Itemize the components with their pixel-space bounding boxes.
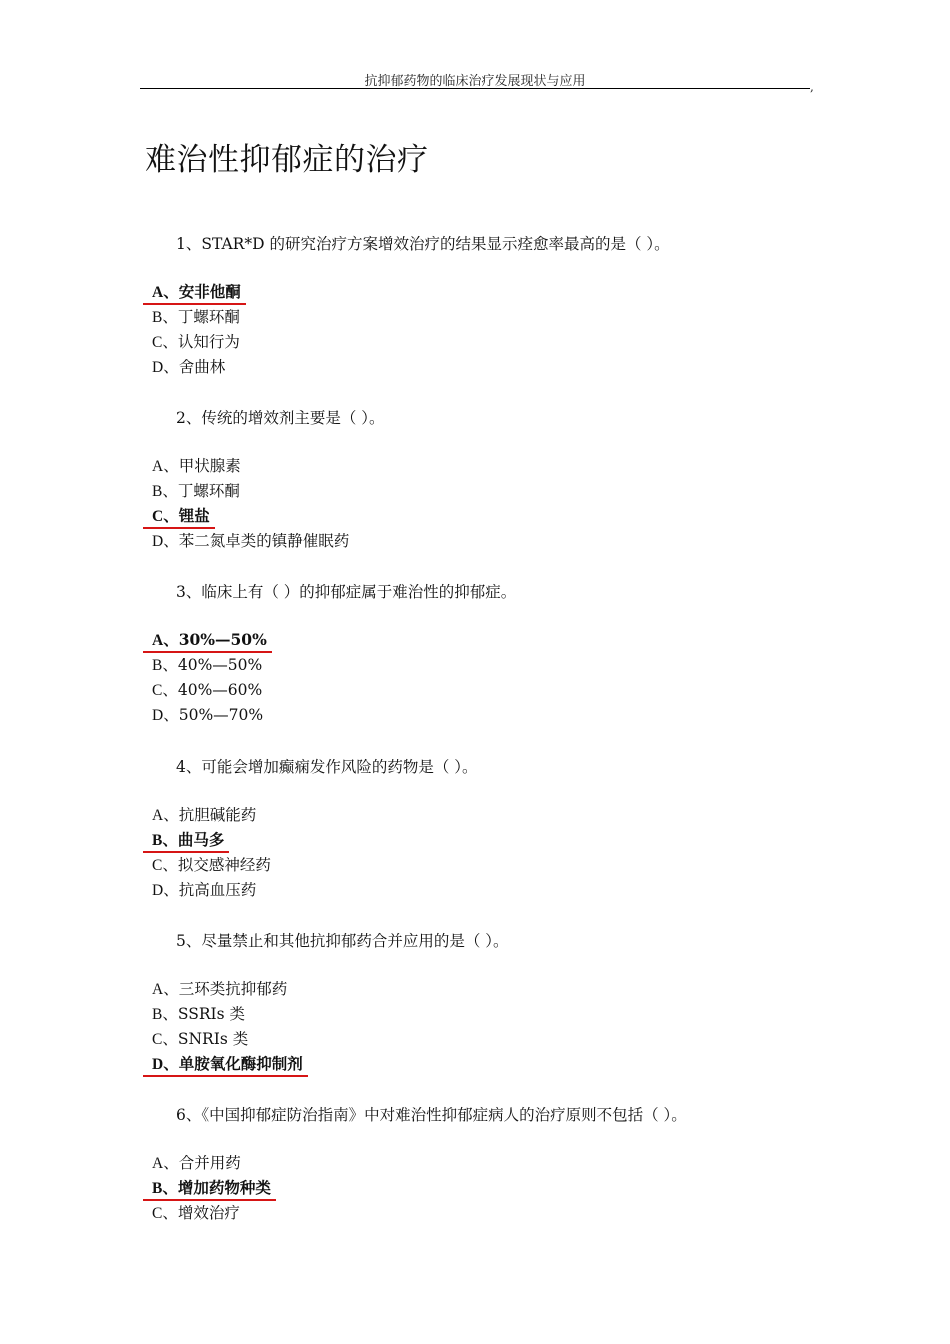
page-title: 难治性抑郁症的治疗 [145, 142, 429, 178]
option-text: 增效治疗 [177, 1204, 240, 1222]
option-separator: 、 [162, 1178, 178, 1197]
running-header: 抗抑郁药物的临床治疗发展现状与应用 [364, 74, 586, 89]
question-6-option-c[interactable] [152, 1203, 240, 1224]
option-letter: A [152, 1155, 164, 1172]
option-letter: A [152, 807, 164, 824]
option-separator: 、 [162, 482, 178, 500]
correct-answer-underline [143, 1075, 308, 1077]
option-letter: B [152, 1006, 163, 1023]
option-letter: C [152, 857, 163, 874]
question-4-option-d[interactable] [152, 880, 256, 901]
question-6-option-b[interactable] [152, 1178, 271, 1199]
option-separator: 、 [163, 881, 179, 899]
option-separator: 、 [163, 506, 179, 525]
option-separator: 、 [162, 1204, 178, 1222]
option-letter: B [152, 309, 163, 326]
option-separator: 、 [162, 856, 178, 874]
question-5: 5、尽量禁止和其他抗抑郁药合并应用的是（ ）。 [176, 932, 509, 950]
question-2-option-d[interactable] [152, 531, 349, 552]
option-letter: D [152, 707, 164, 724]
option-separator: 、 [162, 681, 178, 699]
option-text: 苯二氮卓类的镇静催眠药 [178, 532, 350, 550]
question-1-option-a[interactable] [152, 282, 241, 303]
option-text: 增加药物种类 [177, 1178, 271, 1197]
question-3: 3、临床上有（ ）的抑郁症属于难治性的抑郁症。 [176, 583, 517, 601]
option-letter: C [152, 1031, 163, 1048]
option-letter: C [152, 508, 164, 525]
option-separator: 、 [163, 630, 179, 649]
question-5-option-d[interactable] [152, 1054, 303, 1075]
option-text: 三环类抗抑郁药 [178, 980, 288, 998]
question-4-option-c[interactable] [152, 855, 271, 876]
question-3-option-b[interactable] [152, 655, 262, 676]
question-6-option-a[interactable] [152, 1153, 241, 1174]
option-text: 曲马多 [177, 830, 225, 849]
option-separator: 、 [163, 457, 179, 475]
correct-answer-underline [143, 303, 246, 305]
question-4: 4、可能会增加癫痫发作风险的药物是（ ）。 [176, 758, 478, 776]
option-text: 抗高血压药 [178, 881, 257, 899]
option-separator: 、 [163, 706, 179, 724]
option-letter: B [152, 1180, 163, 1197]
option-letter: D [152, 882, 164, 899]
option-separator: 、 [162, 1005, 178, 1023]
question-5-option-b[interactable] [152, 1004, 245, 1025]
option-text: 锂盐 [178, 506, 210, 525]
option-separator: 、 [163, 1154, 179, 1172]
option-letter: A [152, 284, 164, 301]
header-mark: , [810, 80, 814, 94]
option-separator: 、 [163, 532, 179, 550]
correct-answer-underline [143, 851, 229, 853]
option-text: 单胺氧化酶抑制剂 [178, 1054, 303, 1073]
option-letter: A [152, 981, 164, 998]
question-4-option-b[interactable] [152, 830, 224, 851]
question-1-option-c[interactable] [152, 332, 240, 353]
option-letter: C [152, 334, 163, 351]
option-letter: C [152, 1205, 163, 1222]
question-3-option-d[interactable] [152, 705, 263, 726]
option-separator: 、 [163, 282, 179, 301]
question-1-option-b[interactable] [152, 307, 240, 328]
question-1-option-d[interactable] [152, 357, 225, 378]
option-text: 30%—50% [178, 630, 267, 649]
option-separator: 、 [163, 980, 179, 998]
question-3-option-a[interactable] [152, 630, 267, 651]
option-letter: B [152, 657, 163, 674]
option-letter: D [152, 533, 164, 550]
option-text: 合并用药 [178, 1154, 241, 1172]
option-letter: A [152, 458, 164, 475]
option-text: 拟交感神经药 [177, 856, 271, 874]
option-separator: 、 [163, 358, 179, 376]
header-rule [140, 88, 810, 89]
option-text: 丁螺环酮 [177, 308, 240, 326]
question-3-option-c[interactable] [152, 680, 262, 701]
option-text: 40%—50% [177, 656, 263, 674]
question-6: 6、《中国抑郁症防治指南》中对难治性抑郁症病人的治疗原则不包括（ ）。 [176, 1106, 687, 1124]
correct-answer-underline [143, 527, 215, 529]
correct-answer-underline [143, 1199, 276, 1201]
option-text: 舍曲林 [178, 358, 226, 376]
option-separator: 、 [163, 806, 179, 824]
option-separator: 、 [163, 1054, 179, 1073]
question-2-option-b[interactable] [152, 481, 240, 502]
option-separator: 、 [162, 1030, 178, 1048]
option-text: 抗胆碱能药 [178, 806, 257, 824]
option-letter: B [152, 483, 163, 500]
option-text: 甲状腺素 [178, 457, 241, 475]
question-5-option-a[interactable] [152, 979, 287, 1000]
question-1: 1、STAR*D 的研究治疗方案增效治疗的结果显示痊愈率最高的是（ ）。 [176, 235, 670, 253]
option-text: 丁螺环酮 [177, 482, 240, 500]
option-text: SSRIs 类 [177, 1005, 245, 1023]
option-letter: D [152, 359, 164, 376]
option-separator: 、 [162, 656, 178, 674]
option-separator: 、 [162, 830, 178, 849]
option-separator: 、 [162, 333, 178, 351]
question-2-option-c[interactable] [152, 506, 210, 527]
option-text: 40%—60% [177, 681, 263, 699]
question-5-option-c[interactable] [152, 1029, 248, 1050]
option-letter: D [152, 1056, 164, 1073]
option-separator: 、 [162, 308, 178, 326]
option-letter: B [152, 832, 163, 849]
question-4-option-a[interactable] [152, 805, 256, 826]
option-letter: A [152, 632, 164, 649]
option-text: 安非他酮 [178, 282, 241, 301]
option-text: 认知行为 [177, 333, 240, 351]
option-text: 50%—70% [178, 706, 264, 724]
option-text: SNRIs 类 [177, 1030, 249, 1048]
question-2: 2、传统的增效剂主要是（ ）。 [176, 409, 385, 427]
question-2-option-a[interactable] [152, 456, 241, 477]
option-letter: C [152, 682, 163, 699]
correct-answer-underline [143, 651, 272, 653]
